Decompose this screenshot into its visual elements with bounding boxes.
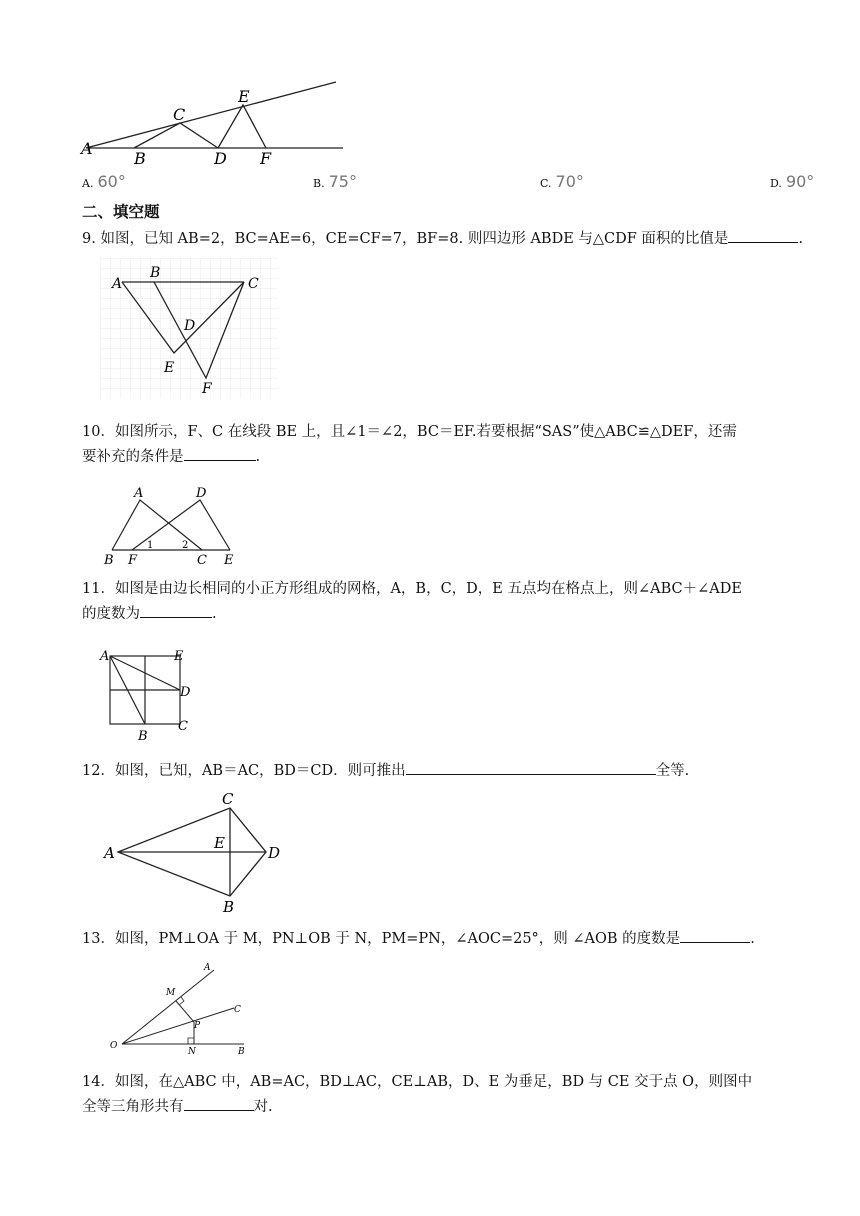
- q10-label-c: C: [197, 553, 207, 568]
- top-geometry-figure: [78, 76, 348, 172]
- q9-label-a: A: [112, 276, 123, 292]
- q11-label-c: C: [178, 719, 188, 734]
- q13-label-o: O: [110, 1041, 118, 1051]
- answer-blank-10[interactable]: [184, 444, 256, 461]
- label-d: D: [214, 149, 227, 168]
- q10-label-1: 1: [147, 540, 154, 551]
- figure-q13: [104, 958, 258, 1058]
- q13-label-c: C: [234, 1005, 241, 1015]
- q10-label-f: F: [128, 553, 138, 568]
- q12-label-c: C: [222, 790, 234, 808]
- q12-label-e: E: [214, 834, 225, 852]
- label-a: A: [81, 139, 93, 158]
- q10-label-d: D: [196, 486, 207, 501]
- question-12: 12．如图，已知，AB＝AC，BD＝CD．则可推出 全等.: [82, 758, 689, 783]
- answer-blank-11[interactable]: [140, 601, 212, 618]
- question-14: 14．如图，在△ABC 中，AB=AC，BD⊥AC，CE⊥AB，D、E 为垂足，BD 与 CE 交于点 O，则图中 全等三角形共有 对.: [82, 1074, 753, 1115]
- figure-q11: [98, 646, 198, 744]
- label-b: B: [134, 149, 146, 168]
- q9-label-b: B: [150, 265, 161, 281]
- question-9: 9. 如图，已知 AB=2，BC=AE=6，CE=CF=7，BF=8. 则四边形 ABDE 与△CDF 面积的比值是 .: [82, 226, 803, 251]
- q13-label-a: A: [204, 963, 211, 973]
- figure-q9: [100, 258, 278, 398]
- q9-label-c: C: [248, 276, 259, 292]
- answer-blank-9[interactable]: [728, 226, 798, 243]
- option-b[interactable]: B. 75°: [313, 172, 357, 191]
- q13-label-b: B: [238, 1047, 245, 1057]
- q12-label-d: D: [268, 844, 281, 862]
- option-d[interactable]: D. 90°: [770, 172, 815, 191]
- q11-label-a: A: [100, 649, 110, 664]
- q13-label-n: N: [188, 1047, 196, 1057]
- q12-label-b: B: [223, 898, 235, 916]
- option-a[interactable]: A. 60°: [82, 172, 126, 191]
- label-f: F: [260, 149, 272, 168]
- q13-label-p: P: [194, 1021, 201, 1031]
- question-13: 13．如图，PM⊥OA 于 M，PN⊥OB 于 N，PM=PN，∠AOC=25°，则 ∠AOB 的度数是 .: [82, 926, 755, 951]
- option-c[interactable]: C. 70°: [540, 172, 584, 191]
- q12-label-a: A: [104, 844, 115, 862]
- q10-label-a: A: [134, 486, 144, 501]
- figure-q10: [100, 482, 240, 568]
- q13-label-m: M: [166, 988, 176, 998]
- q9-label-d: D: [184, 318, 196, 334]
- q11-label-b: B: [138, 729, 148, 744]
- q10-label-e: E: [224, 553, 234, 568]
- answer-blank-12[interactable]: [406, 758, 656, 775]
- question-10: 10．如图所示，F、C 在线段 BE 上，且∠1＝∠2，BC＝EF.若要根据“SAS”使△ABC≌△DEF，还需 要补充的条件是 .: [82, 424, 737, 465]
- q10-label-b: B: [104, 553, 114, 568]
- question-11: 11．如图是由边长相同的小正方形组成的网格，A，B，C，D，E 五点均在格点上，则∠ABC＋∠ADE 的度数为 .: [82, 581, 742, 622]
- q10-label-2: 2: [182, 540, 189, 551]
- section-title: 二、填空题: [82, 203, 160, 221]
- q11-label-d: D: [180, 685, 191, 700]
- q11-label-e: E: [174, 649, 184, 664]
- label-e: E: [238, 87, 250, 106]
- q9-label-f: F: [202, 381, 212, 397]
- answer-blank-13[interactable]: [680, 926, 750, 943]
- figure-q12: [100, 790, 290, 916]
- q9-label-e: E: [164, 360, 175, 376]
- answer-blank-14[interactable]: [184, 1094, 254, 1111]
- label-c: C: [173, 105, 186, 124]
